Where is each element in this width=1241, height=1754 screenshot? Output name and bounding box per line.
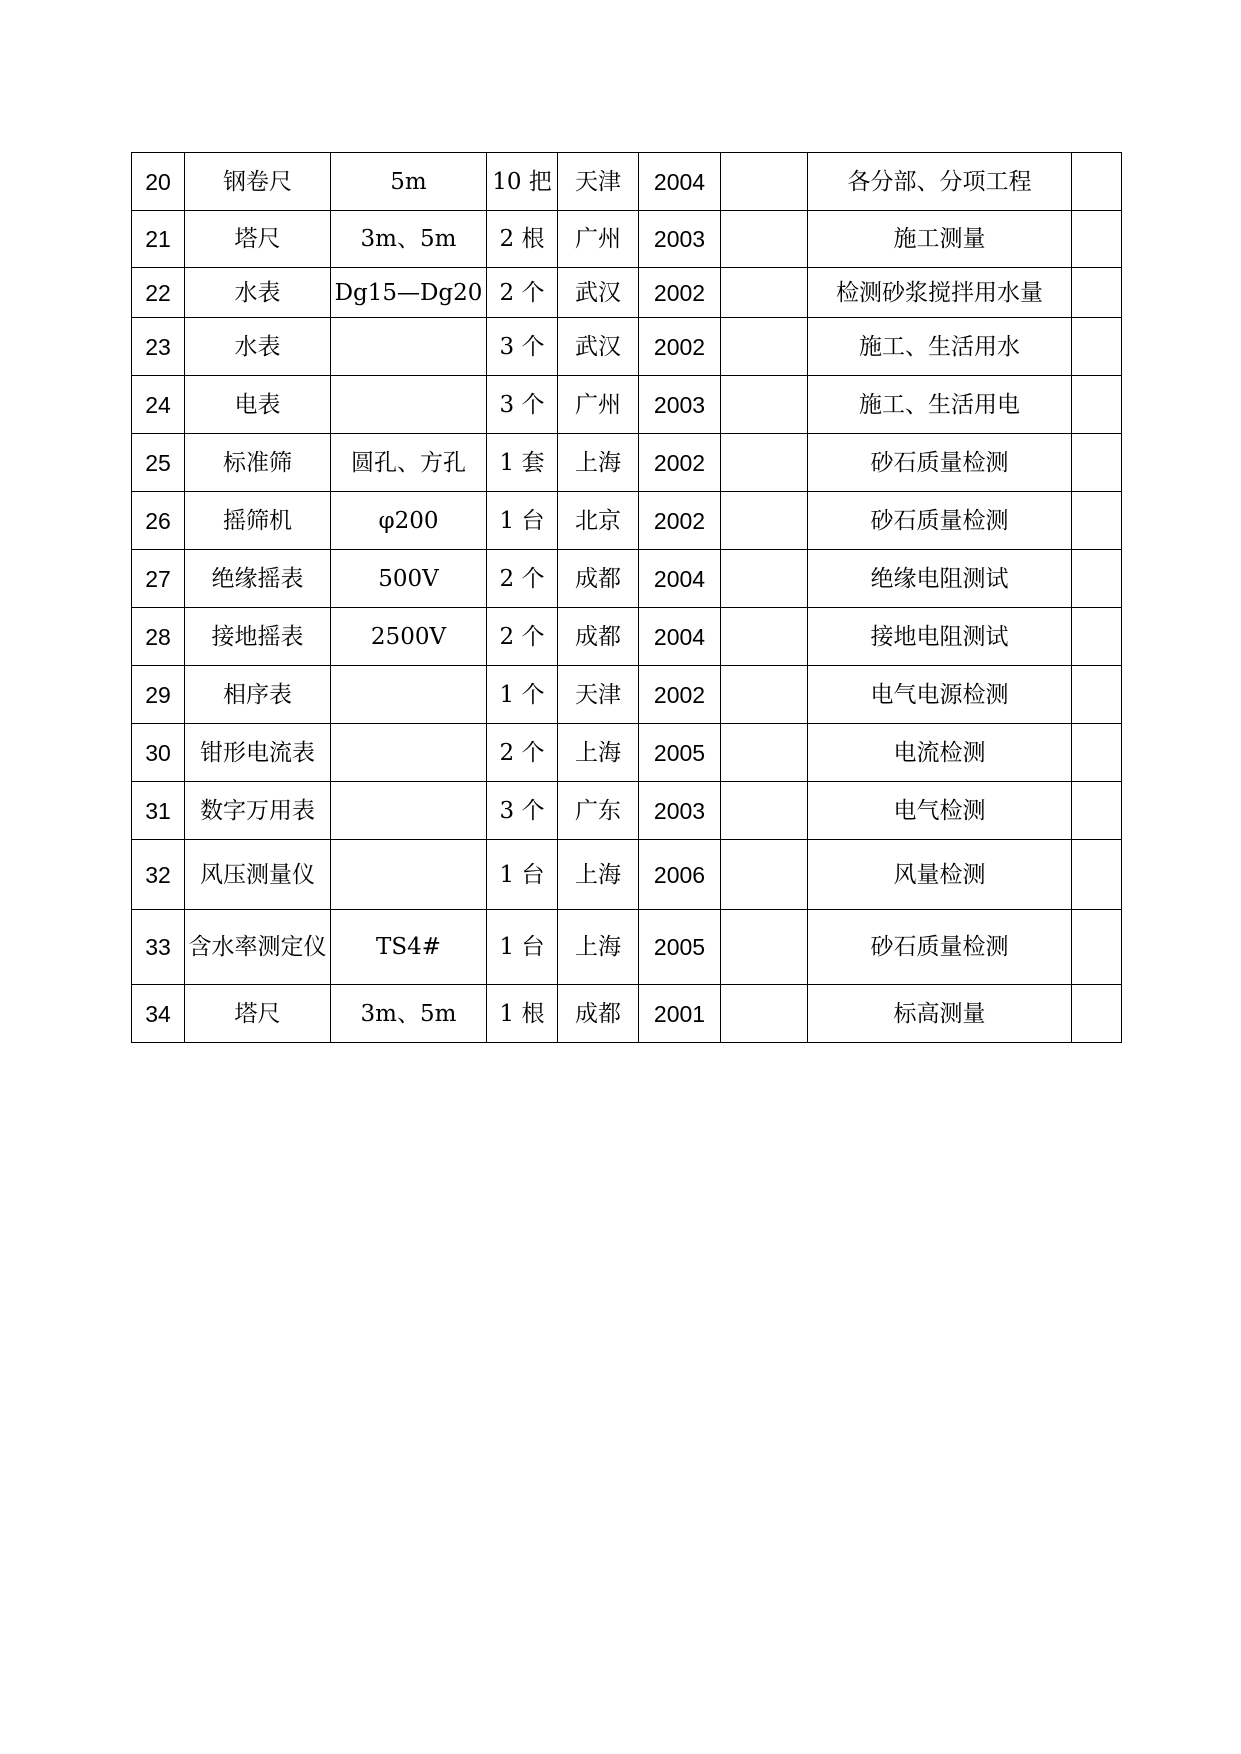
origin-cell [558,910,639,985]
blank-cell-cell [721,910,808,985]
origin: 成都 [575,1000,621,1027]
specification-cell [331,434,487,492]
blank-cell-cell [721,376,808,434]
specification-cell [331,318,487,376]
year-cell [639,318,721,376]
blank-cell-cell [721,434,808,492]
year-cell [639,376,721,434]
equipment-name-cell [185,434,331,492]
table-row [132,492,1122,550]
origin-cell [558,782,639,840]
row-number: 32 [145,861,171,888]
row-number: 20 [145,168,171,195]
row-number: 29 [145,681,171,708]
equipment-name-cell [185,840,331,910]
equipment-name-cell [185,211,331,268]
usage-cell [808,268,1072,318]
origin-cell [558,985,639,1043]
remark-cell [1072,211,1122,268]
quantity-cell [487,985,558,1043]
quantity-cell [487,492,558,550]
blank-cell-cell [721,268,808,318]
origin-cell [558,724,639,782]
remark-cell [1072,434,1122,492]
origin: 天津 [575,681,621,708]
quantity-cell [487,434,558,492]
year: 2002 [653,449,706,476]
quantity: 3 个 [499,797,545,824]
blank-cell-cell [721,666,808,724]
origin-cell [558,376,639,434]
row-number: 23 [145,333,171,360]
origin: 广州 [575,391,621,418]
blank-cell-cell [721,492,808,550]
blank-cell-cell [721,318,808,376]
quantity: 1 台 [499,507,545,534]
remark-cell [1072,724,1122,782]
year: 2004 [653,623,706,650]
specification: 3m、5m [360,1000,457,1027]
table-row [132,318,1122,376]
usage: 电气检测 [893,797,986,824]
quantity: 2 根 [499,226,545,252]
quantity-cell [487,550,558,608]
row-number-cell [132,782,185,840]
usage-cell [808,985,1072,1043]
row-number: 31 [145,797,171,824]
blank-cell-cell [721,840,808,910]
year-cell [639,268,721,318]
usage-cell [808,840,1072,910]
row-number: 30 [145,739,171,766]
quantity-cell [487,724,558,782]
table-row [132,910,1122,985]
remark-cell [1072,666,1122,724]
origin: 北京 [575,507,621,534]
remark-cell [1072,153,1122,211]
equipment-name: 绝缘摇表 [211,565,304,592]
origin: 成都 [575,623,621,650]
year: 2006 [653,861,706,888]
row-number-cell [132,268,185,318]
equipment-name: 相序表 [223,681,292,708]
usage-cell [808,153,1072,211]
row-number: 24 [145,391,171,418]
blank-cell-cell [721,153,808,211]
year: 2002 [653,279,706,306]
quantity: 1 个 [499,681,545,708]
row-number: 25 [145,449,171,476]
equipment-name-cell [185,782,331,840]
specification: Dg15—Dg20 [334,279,483,306]
equipment-name-cell [185,492,331,550]
equipment-name: 接地摇表 [211,623,304,650]
row-number-cell [132,666,185,724]
usage: 接地电阻测试 [870,623,1009,650]
year-cell [639,211,721,268]
equipment-name-cell [185,153,331,211]
remark-cell [1072,318,1122,376]
origin: 武汉 [575,333,621,360]
specification: 圆孔、方孔 [351,449,466,476]
equipment-name-cell [185,318,331,376]
remark-cell [1072,782,1122,840]
row-number: 34 [145,1000,171,1027]
specification-cell [331,985,487,1043]
remark-cell [1072,376,1122,434]
specification-cell [331,608,487,666]
table-row [132,153,1122,211]
quantity: 3 个 [499,333,545,360]
usage-cell [808,666,1072,724]
year: 2001 [653,1000,706,1027]
origin-cell [558,268,639,318]
usage: 各分部、分项工程 [847,168,1032,195]
year: 2005 [653,739,706,766]
specification: 5m [390,168,427,195]
table-row [132,434,1122,492]
equipment-name: 塔尺 [234,226,281,252]
row-number: 22 [145,279,171,306]
blank-cell-cell [721,782,808,840]
year: 2003 [653,391,706,418]
usage-cell [808,318,1072,376]
usage: 砂石质量检测 [870,449,1009,476]
year: 2003 [653,226,706,252]
specification-cell [331,492,487,550]
blank-cell-cell [721,724,808,782]
origin: 上海 [575,449,621,476]
row-number-cell [132,318,185,376]
quantity: 1 套 [499,449,545,476]
specification-cell [331,268,487,318]
equipment-name: 水表 [234,279,281,306]
specification-cell [331,910,487,985]
quantity-cell [487,153,558,211]
quantity-cell [487,840,558,910]
row-number: 33 [145,934,171,960]
equipment-name-cell [185,910,331,985]
remark-cell [1072,550,1122,608]
quantity: 10 把 [492,168,552,195]
equipment-name: 摇筛机 [223,507,292,534]
equipment-table [131,152,1122,1043]
blank-cell-cell [721,211,808,268]
row-number-cell [132,376,185,434]
row-number: 21 [145,226,171,252]
equipment-name: 塔尺 [234,1000,281,1027]
quantity-cell [487,666,558,724]
equipment-name-cell [185,608,331,666]
usage-cell [808,550,1072,608]
quantity: 2 个 [499,739,545,766]
quantity: 1 台 [499,934,545,960]
year-cell [639,492,721,550]
quantity-cell [487,318,558,376]
year-cell [639,782,721,840]
table-row [132,724,1122,782]
usage: 施工、生活用水 [859,333,1020,360]
equipment-name-cell [185,268,331,318]
specification-cell [331,724,487,782]
equipment-name: 含水率测定仪 [188,934,327,960]
quantity: 1 根 [499,1000,545,1027]
usage-cell [808,434,1072,492]
specification-cell [331,376,487,434]
equipment-name-cell [185,724,331,782]
specification-cell [331,782,487,840]
remark-cell [1072,492,1122,550]
equipment-name-cell [185,376,331,434]
origin-cell [558,153,639,211]
row-number: 28 [145,623,171,650]
row-number-cell [132,550,185,608]
row-number-cell [132,211,185,268]
year-cell [639,910,721,985]
table-body [132,153,1122,1043]
table-row [132,608,1122,666]
equipment-name: 钳形电流表 [200,739,315,766]
blank-cell-cell [721,985,808,1043]
year: 2003 [653,797,706,824]
row-number-cell [132,985,185,1043]
specification-cell [331,840,487,910]
row-number-cell [132,910,185,985]
specification-cell [331,153,487,211]
remark-cell [1072,910,1122,985]
usage-cell [808,910,1072,985]
origin: 上海 [575,739,621,766]
origin: 成都 [575,565,621,592]
usage: 绝缘电阻测试 [870,565,1009,592]
usage: 风量检测 [893,861,986,888]
year: 2002 [653,681,706,708]
year-cell [639,666,721,724]
usage: 电流检测 [893,739,986,766]
usage: 砂石质量检测 [870,934,1009,960]
remark-cell [1072,608,1122,666]
usage-cell [808,376,1072,434]
row-number: 26 [145,507,171,534]
quantity-cell [487,782,558,840]
origin: 广东 [575,797,621,824]
row-number-cell [132,608,185,666]
row-number-cell [132,153,185,211]
specification: 3m、5m [360,226,457,252]
year-cell [639,724,721,782]
year-cell [639,434,721,492]
usage-cell [808,608,1072,666]
equipment-name: 水表 [234,333,281,360]
origin: 上海 [575,861,621,888]
quantity: 3 个 [499,391,545,418]
table-row [132,268,1122,318]
row-number-cell [132,434,185,492]
blank-cell-cell [721,550,808,608]
quantity: 2 个 [499,565,545,592]
year-cell [639,550,721,608]
row-number-cell [132,840,185,910]
origin: 武汉 [575,279,621,306]
specification-cell [331,211,487,268]
table-row [132,211,1122,268]
table-row [132,782,1122,840]
table-row [132,376,1122,434]
usage: 施工、生活用电 [859,391,1020,418]
blank-cell-cell [721,608,808,666]
origin-cell [558,840,639,910]
year-cell [639,153,721,211]
year-cell [639,840,721,910]
origin-cell [558,492,639,550]
table-row [132,985,1122,1043]
specification: φ200 [378,507,439,534]
remark-cell [1072,268,1122,318]
row-number-cell [132,724,185,782]
year-cell [639,608,721,666]
year: 2002 [653,507,706,534]
quantity: 2 个 [499,623,545,650]
row-number: 27 [145,565,171,592]
origin: 上海 [575,934,621,960]
quantity-cell [487,211,558,268]
table-row [132,840,1122,910]
usage-cell [808,724,1072,782]
origin: 广州 [575,226,621,252]
equipment-name-cell [185,550,331,608]
equipment-name: 标准筛 [223,449,292,476]
origin-cell [558,666,639,724]
year: 2005 [653,934,706,960]
equipment-name: 钢卷尺 [223,168,292,195]
usage-cell [808,211,1072,268]
year: 2004 [653,565,706,592]
origin-cell [558,318,639,376]
remark-cell [1072,985,1122,1043]
table-row [132,666,1122,724]
usage: 标高测量 [893,1000,986,1027]
specification: 500V [378,565,439,592]
quantity: 1 台 [499,861,545,888]
year: 2002 [653,333,706,360]
quantity-cell [487,268,558,318]
equipment-name: 数字万用表 [200,797,315,824]
usage-cell [808,782,1072,840]
year: 2004 [653,168,706,195]
quantity-cell [487,608,558,666]
origin-cell [558,608,639,666]
usage: 施工测量 [893,226,986,252]
specification: TS4# [375,934,441,960]
usage: 电气电源检测 [870,681,1009,708]
row-number-cell [132,492,185,550]
table-row [132,550,1122,608]
usage: 检测砂浆搅拌用水量 [836,279,1043,306]
origin-cell [558,211,639,268]
origin: 天津 [575,168,621,195]
quantity: 2 个 [499,279,545,306]
specification-cell [331,550,487,608]
equipment-name: 风压测量仪 [200,861,315,888]
origin-cell [558,550,639,608]
equipment-name: 电表 [234,391,281,418]
usage-cell [808,492,1072,550]
equipment-name-cell [185,666,331,724]
quantity-cell [487,376,558,434]
origin-cell [558,434,639,492]
usage: 砂石质量检测 [870,507,1009,534]
specification-cell [331,666,487,724]
year-cell [639,985,721,1043]
remark-cell [1072,840,1122,910]
quantity-cell [487,910,558,985]
equipment-name-cell [185,985,331,1043]
specification: 2500V [370,623,447,650]
